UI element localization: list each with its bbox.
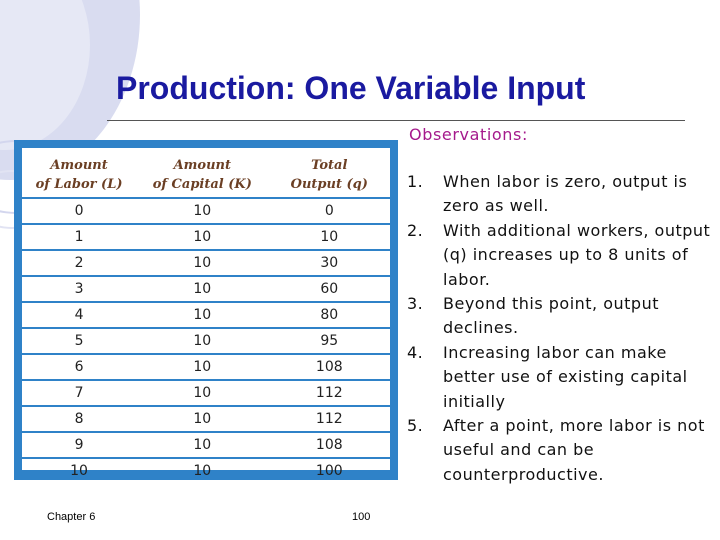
table-cell: 10 [136, 406, 268, 432]
table-row [22, 328, 390, 354]
header-capital-line1: Amount [173, 158, 232, 173]
table-row [22, 250, 390, 276]
table-cell: 8 [22, 406, 136, 432]
header-labor-line1: Amount [50, 158, 108, 173]
table-cell: 0 [269, 198, 390, 224]
table-cell: 9 [22, 432, 136, 458]
observation-item [407, 219, 717, 292]
table-cell: 112 [269, 380, 390, 406]
header-output-line2: Output (q) [290, 177, 368, 192]
table-row [22, 198, 390, 224]
observation-number: 2. [407, 220, 424, 240]
observation-text: Increasing labor can make better use of existing capital initially [443, 342, 688, 411]
table-cell: 10 [136, 328, 268, 354]
table-cell: 80 [269, 302, 390, 328]
table-row [22, 354, 390, 380]
table-cell: 30 [269, 250, 390, 276]
observation-item [407, 292, 717, 341]
table-cell: 10 [136, 458, 268, 483]
header-labor [22, 154, 136, 198]
table-cell: 10 [269, 224, 390, 250]
header-labor-line2: of Labor (L) [35, 177, 123, 192]
table-cell: 0 [22, 198, 136, 224]
table-cell: 95 [269, 328, 390, 354]
table-cell: 108 [269, 432, 390, 458]
table-cell: 2 [22, 250, 136, 276]
table-cell: 60 [269, 276, 390, 302]
table-cell: 10 [136, 432, 268, 458]
table-cell: 10 [136, 354, 268, 380]
header-output [269, 154, 390, 198]
observation-text: When labor is zero, output is zero as well. [443, 172, 688, 216]
observation-number: 3. [407, 294, 424, 314]
observation-number: 5. [407, 416, 424, 436]
title-divider [107, 120, 685, 121]
observations-heading: Observations: [409, 125, 528, 144]
table-cell: 108 [269, 354, 390, 380]
observation-text: With additional workers, output (q) increases up to 8 units of labor. [443, 220, 711, 289]
table-cell: 7 [22, 380, 136, 406]
observation-number: 1. [407, 172, 424, 191]
table-row [22, 276, 390, 302]
observation-text: Beyond this point, output declines. [443, 294, 659, 338]
table-cell: 112 [269, 406, 390, 432]
table-cell: 10 [136, 302, 268, 328]
table-cell: 10 [136, 380, 268, 406]
table-cell: 10 [136, 250, 268, 276]
header-capital [136, 154, 268, 198]
table-cell: 6 [22, 354, 136, 380]
table-cell: 5 [22, 328, 136, 354]
table-cell: 100 [269, 458, 390, 483]
table-row [22, 224, 390, 250]
table-cell: 10 [136, 198, 268, 224]
production-table-frame [14, 140, 398, 480]
observation-number: 4. [407, 342, 424, 362]
observation-text: After a point, more labor is not useful and can be counterproductive. [443, 416, 705, 484]
production-table [22, 154, 390, 483]
table-row [22, 458, 390, 483]
table-row [22, 432, 390, 458]
observation-item [407, 414, 717, 487]
observation-item [407, 170, 717, 219]
table-cell: 4 [22, 302, 136, 328]
header-output-line1: Total [311, 158, 348, 173]
table-header-row [22, 154, 390, 198]
table-cell: 3 [22, 276, 136, 302]
production-table-container [22, 148, 390, 479]
observation-item [407, 341, 717, 414]
slide-title: Production: One Variable Input [116, 70, 586, 106]
table-cell: 1 [22, 224, 136, 250]
table-cell: 10 [136, 276, 268, 302]
page-number: 100 [352, 511, 371, 523]
table-row [22, 302, 390, 328]
table-row [22, 406, 390, 432]
table-row [22, 380, 390, 406]
header-capital-line2: of Capital (K) [152, 177, 252, 192]
observations-list [407, 170, 717, 487]
footer-chapter: Chapter 6 [47, 511, 96, 523]
table-cell: 10 [136, 224, 268, 250]
table-cell: 10 [22, 458, 136, 483]
